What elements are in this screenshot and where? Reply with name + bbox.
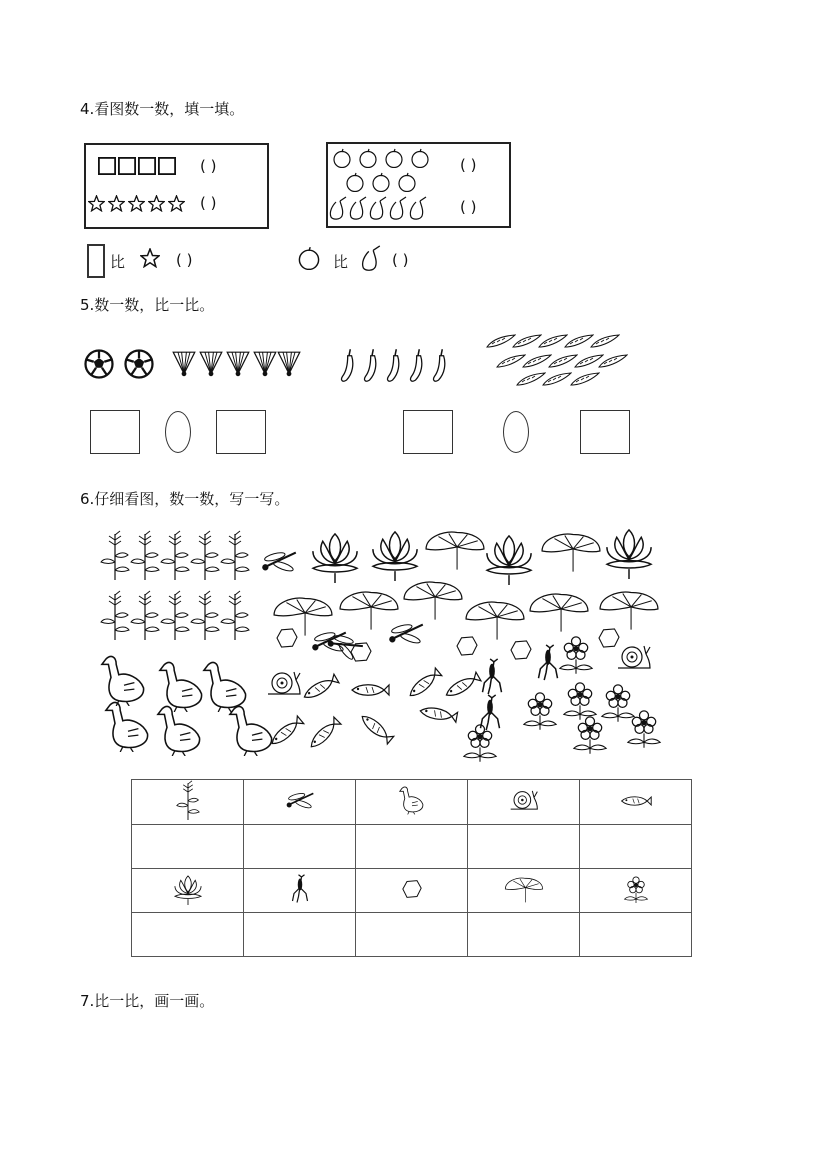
answer-blank-apples[interactable]: ( ): [460, 156, 477, 174]
fish-icon: [352, 685, 389, 696]
flower-icon: [602, 685, 634, 722]
grasshopper-icon: [292, 874, 307, 902]
table-header-cell: [580, 780, 692, 825]
wheat-icon: [176, 781, 198, 820]
count-table: [131, 779, 692, 957]
duck-icon: [160, 662, 202, 712]
dragonfly-icon: [286, 792, 313, 809]
compare-word: 比: [110, 253, 126, 271]
answer-cell[interactable]: [132, 913, 244, 957]
fish-icon: [269, 716, 304, 748]
grasshopper-icon: [483, 659, 502, 694]
table-header-cell: [580, 869, 692, 913]
answer-cell[interactable]: [468, 913, 580, 957]
table-row: [132, 825, 692, 869]
lotus-leaf-icon: [426, 532, 484, 570]
grasshopper-icon: [539, 645, 558, 680]
wheat-icon: [101, 591, 129, 640]
answer-cell[interactable]: [244, 913, 356, 957]
snail-icon: [618, 646, 650, 668]
grasshopper-icon: [481, 695, 500, 730]
snail-icon: [268, 672, 300, 694]
table-row: [132, 869, 692, 913]
lotus-leaf-icon: [505, 878, 542, 902]
table-header-cell: [132, 780, 244, 825]
duck-icon: [230, 706, 272, 756]
stone-icon: [402, 880, 420, 897]
lotus-leaf-icon: [404, 582, 462, 620]
dragonfly-icon: [389, 623, 423, 645]
table-row: [132, 780, 692, 825]
question-4-title: 4.看图数一数，填一填。: [80, 100, 245, 118]
table-header-cell: [468, 869, 580, 913]
fish-icon: [407, 668, 442, 700]
table-header-cell: [468, 780, 580, 825]
question-7-title: 7.比一比，画一画。: [80, 992, 215, 1010]
answer-cell[interactable]: [132, 825, 244, 869]
wheat-icon: [191, 591, 219, 640]
duck-icon: [158, 706, 200, 756]
answer-blank-compare-1[interactable]: ( ): [176, 251, 193, 269]
question-6-title: 6.仔细看图，数一数，写一写。: [80, 490, 290, 508]
compare-word: 比: [333, 253, 349, 271]
flower-icon: [464, 725, 496, 762]
fish-icon: [621, 796, 651, 804]
wheat-icon: [131, 591, 159, 640]
answer-cell[interactable]: [244, 825, 356, 869]
fish-icon: [419, 706, 457, 723]
answer-cell[interactable]: [356, 825, 468, 869]
lotus-leaf-icon: [340, 592, 398, 630]
duck-icon: [102, 656, 144, 706]
wheat-icon: [221, 531, 249, 580]
table-header-cell: [356, 869, 468, 913]
duck-icon: [106, 702, 148, 752]
answer-cell[interactable]: [468, 825, 580, 869]
lotus-flower-icon: [487, 536, 531, 585]
answer-blank-pears[interactable]: ( ): [460, 198, 477, 216]
lotus-flower-icon: [313, 534, 357, 583]
lotus-flower-icon: [607, 530, 651, 579]
answer-cell[interactable]: [356, 913, 468, 957]
fish-icon: [308, 717, 342, 751]
table-header-cell: [244, 780, 356, 825]
wheat-icon: [161, 591, 189, 640]
stone-icon: [599, 629, 619, 647]
fish-icon: [359, 712, 394, 744]
lotus-flower-icon: [373, 532, 417, 581]
lotus-leaf-icon: [600, 592, 658, 630]
lotus-leaf-icon: [542, 534, 600, 572]
lotus-leaf-icon: [466, 602, 524, 640]
table-header-cell: [132, 869, 244, 913]
duck-icon: [399, 787, 422, 815]
table-header-cell: [356, 780, 468, 825]
stone-icon: [277, 629, 297, 647]
flower-icon: [624, 876, 647, 902]
wheat-icon: [101, 531, 129, 580]
flower-icon: [574, 717, 606, 754]
stone-icon: [511, 641, 531, 659]
answer-blank-squares[interactable]: ( ): [200, 157, 217, 175]
answer-cell[interactable]: [580, 825, 692, 869]
wheat-icon: [221, 591, 249, 640]
flower-icon: [564, 683, 596, 720]
answer-cell[interactable]: [580, 913, 692, 957]
flower-icon: [524, 693, 556, 730]
answer-blank-stars[interactable]: ( ): [200, 194, 217, 212]
fish-icon: [302, 674, 339, 702]
duck-icon: [204, 662, 246, 712]
wheat-icon: [131, 531, 159, 580]
answer-blank-compare-2[interactable]: ( ): [392, 251, 409, 269]
wheat-icon: [191, 531, 219, 580]
stone-icon: [457, 637, 477, 655]
flower-icon: [560, 637, 592, 674]
table-row: [132, 913, 692, 957]
wheat-icon: [161, 531, 189, 580]
fish-icon: [444, 672, 481, 700]
lotus-flower-icon: [174, 875, 200, 904]
lotus-leaf-icon: [530, 594, 588, 632]
dragonfly-icon: [262, 551, 296, 573]
table-header-cell: [244, 869, 356, 913]
snail-icon: [510, 791, 537, 809]
question-5-title: 5.数一数，比一比。: [80, 296, 215, 314]
